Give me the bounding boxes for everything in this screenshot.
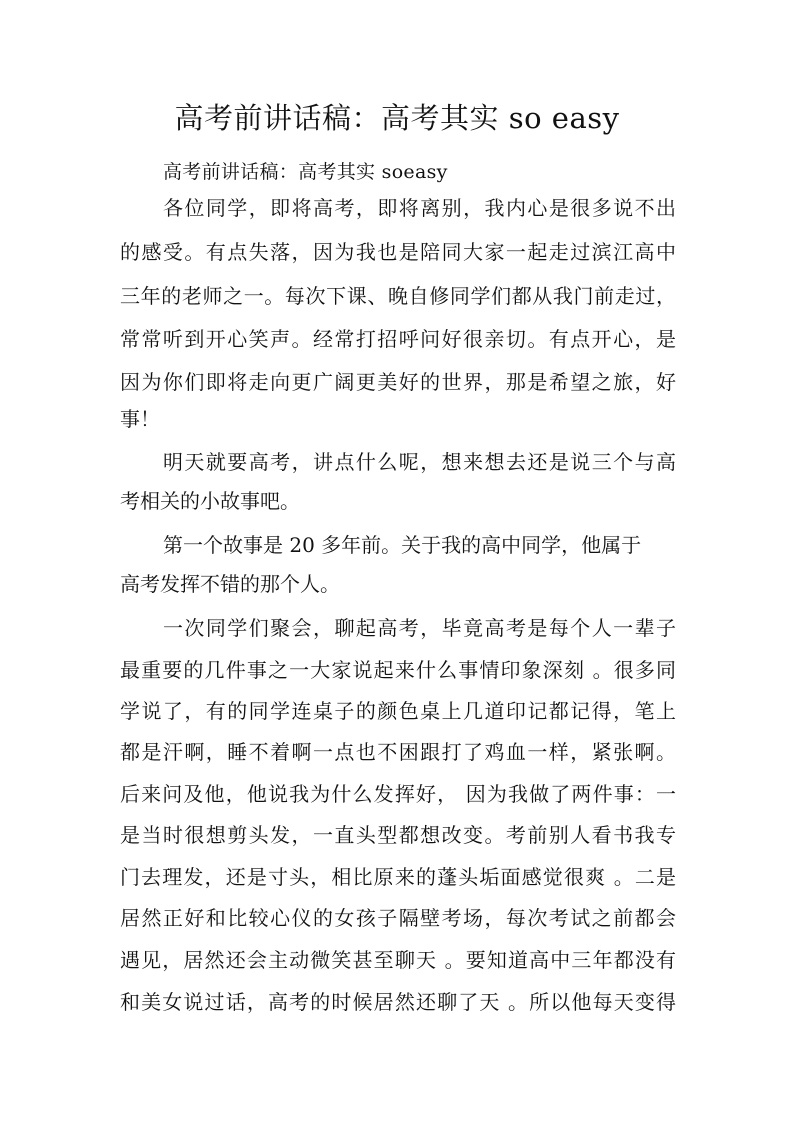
body-line: 三年的老师之一。每次下课、晚自修同学们都从我门前走过， [120,284,676,308]
body-line: 是当时很想剪头发，一直头型都想改变。考前别人看书我专 [120,823,676,847]
document-subtitle: 高考前讲话稿：高考其实 soeasy [163,161,448,183]
body-line: 一次同学们聚会，聊起高考，毕竟高考是每个人一辈子 [163,616,676,640]
body-line: 遇见，居然还会主动微笑甚至聊天 。要知道高中三年都没有 [120,948,676,972]
body-line: 最重要的几件事之一大家说起来什么事情印象深刻 。很多同 [120,658,676,682]
body-line: 明天就要高考，讲点什么呢，想来想去还是说三个与高 [163,450,676,474]
body-line: 考相关的小故事吧。 [120,489,300,513]
body-line: 各位同学，即将高考，即将离别，我内心是很多说不出 [163,196,676,220]
body-line: 和美女说过话，高考的时候居然还聊了天 。所以他每天变得 [120,990,676,1014]
body-line: 都是汗啊，睡不着啊一点也不困跟打了鸡血一样，紧张啊。 [120,740,676,764]
body-line: 事！ [120,407,160,431]
body-line: 因为你们即将走向更广阔更美好的世界，那是希望之旅，好 [120,370,676,394]
body-line: 后来问及他，他说我为什么发挥好， 因为我做了两件事：一 [120,782,676,806]
body-line: 第一个故事是 20 多年前。关于我的高中同学，他属于 [163,533,642,557]
body-line: 居然正好和比较心仪的女孩子隔壁考场，每次考试之前都会 [120,906,676,930]
body-line: 高考发挥不错的那个人。 [120,572,340,596]
body-line: 门去理发，还是寸头，相比原来的蓬头垢面感觉很爽 。二是 [120,865,676,889]
body-line: 学说了，有的同学连桌子的颜色桌上几道印记都记得，笔上 [120,699,676,723]
body-line: 的感受。有点失落，因为我也是陪同大家一起走过滨江高中 [120,240,676,264]
body-line: 常常听到开心笑声。经常打招呼问好很亲切。有点开心，是 [120,327,676,351]
document-title: 高考前讲话稿：高考其实 so easy [174,101,620,135]
